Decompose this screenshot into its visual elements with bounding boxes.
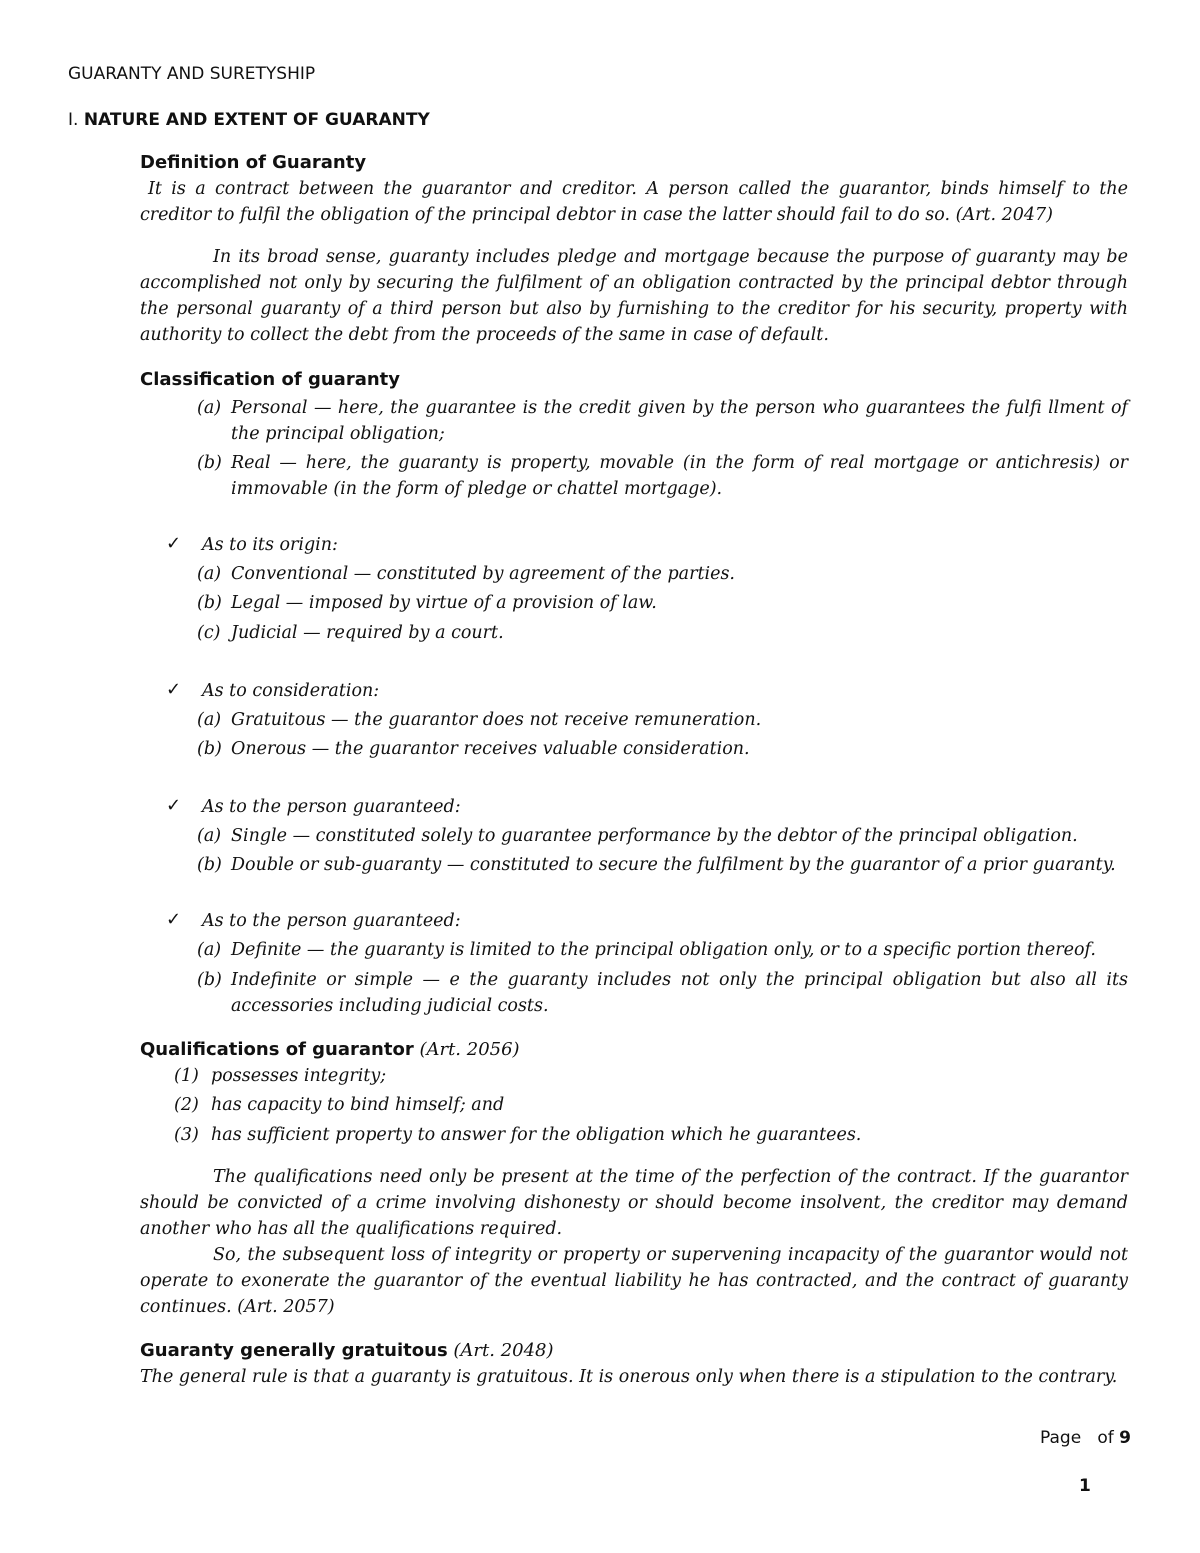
page-label xyxy=(1040,1428,1131,1448)
qual-item-2: has capacity to bind himself; and xyxy=(211,1095,505,1115)
definition-p2-line-2: accomplished not only by securing the fulfilment of an obligation contracted by the principal debtor through xyxy=(140,273,1128,293)
page-number: 1 xyxy=(1079,1476,1091,1496)
section-heading xyxy=(68,110,430,130)
class-item-a-line-2: the principal obligation; xyxy=(231,424,445,444)
consideration-item-a-label: (a) xyxy=(197,710,222,730)
check-icon: ✓ xyxy=(166,533,182,554)
qual-item-2-label: (2) xyxy=(174,1095,199,1115)
group-origin-title: As to its origin: xyxy=(202,535,338,555)
definition-p2-line-3: the personal guaranty of a third person but also by furnishing to the creditor for his security, property with xyxy=(140,299,1128,319)
section-number: I. xyxy=(68,110,79,130)
qual-p1-line-2: should be convicted of a crime involving dishonesty or should become insolvent, the creditor may demand xyxy=(140,1193,1128,1213)
extent-item-b-line-2: accessories including judicial costs. xyxy=(231,996,549,1016)
qual-p2-line-1: So, the subsequent loss of integrity or property or supervening incapacity of the guarantor would not xyxy=(213,1245,1128,1265)
total-pages: 9 xyxy=(1119,1428,1132,1448)
qual-item-3: has sufficient property to answer for the obligation which he guarantees. xyxy=(211,1125,862,1145)
gratuitous-heading-text: Guaranty generally gratuitous xyxy=(140,1340,448,1361)
gratuitous-line-1: The general rule is that a guaranty is gratuitous. It is onerous only when there is a stipulation to the contrary. xyxy=(140,1367,1118,1387)
extent-item-a: Definite — the guaranty is limited to the principal obligation only, or to a specific portion thereof. xyxy=(231,940,1096,960)
qual-item-3-label: (3) xyxy=(174,1125,199,1145)
extent-item-b-line-1: Indefinite or simple — e the guaranty includes not only the principal obligation but also all its xyxy=(231,970,1128,990)
page-word: Page xyxy=(1040,1428,1082,1448)
group-person-title-2: As to the person guaranteed: xyxy=(202,911,461,931)
classification-heading: Classification of guaranty xyxy=(140,369,400,390)
qual-p2-line-2: operate to exonerate the guarantor of the eventual liability he has contracted, and the contract of guaranty xyxy=(140,1271,1128,1291)
check-icon: ✓ xyxy=(166,795,182,816)
definition-heading: Definition of Guaranty xyxy=(140,152,367,173)
consideration-item-b: Onerous — the guarantor receives valuable consideration. xyxy=(231,739,750,759)
origin-item-b-label: (b) xyxy=(197,593,222,613)
group-person-title-1: As to the person guaranteed: xyxy=(202,797,461,817)
person-item-a-label: (a) xyxy=(197,826,222,846)
consideration-item-b-label: (b) xyxy=(197,739,222,759)
class-item-a-label: (a) xyxy=(197,398,222,418)
origin-item-a-label: (a) xyxy=(197,564,222,584)
origin-item-c-label: (c) xyxy=(197,623,221,643)
qualifications-ref: (Art. 2056) xyxy=(419,1039,520,1060)
check-icon: ✓ xyxy=(166,679,182,700)
class-item-b-line-2: immovable (in the form of pledge or chattel mortgage). xyxy=(231,479,723,499)
class-item-b-line-1: Real — here, the guaranty is property, movable (in the form of real mortgage or antichresis) or xyxy=(231,453,1128,473)
qual-item-1-label: (1) xyxy=(174,1066,199,1086)
class-item-a-line-1: Personal — here, the guarantee is the credit given by the person who guarantees the fulfi llment of xyxy=(231,398,1128,418)
document-title: GUARANTY AND SURETYSHIP xyxy=(68,64,316,84)
gratuitous-heading xyxy=(140,1340,554,1361)
origin-item-c: Judicial — required by a court. xyxy=(231,623,504,643)
qual-p1-line-1: The qualifications need only be present at the time of the perfection of the contract. If the guarantor xyxy=(213,1167,1128,1187)
qual-item-1: possesses integrity; xyxy=(211,1066,387,1086)
person-item-b-label: (b) xyxy=(197,855,222,875)
check-icon: ✓ xyxy=(166,909,182,930)
definition-line-1: It is a contract between the guarantor and creditor. A person called the guarantor, binds himself to the xyxy=(148,179,1128,199)
origin-item-b: Legal — imposed by virtue of a provision of law. xyxy=(231,593,657,613)
extent-item-a-label: (a) xyxy=(197,940,222,960)
of-word: of xyxy=(1097,1428,1114,1448)
qualifications-heading xyxy=(140,1039,520,1060)
class-item-b-label: (b) xyxy=(197,453,222,473)
qual-p1-line-3: another who has all the qualifications required. xyxy=(140,1219,563,1239)
extent-item-b-label: (b) xyxy=(197,970,222,990)
consideration-item-a: Gratuitous — the guarantor does not receive remuneration. xyxy=(231,710,762,730)
qual-p2-line-3: continues. (Art. 2057) xyxy=(140,1297,335,1317)
person-item-b: Double or sub-guaranty — constituted to secure the fulfilment by the guarantor of a prior guaranty. xyxy=(231,855,1116,875)
qualifications-heading-text: Qualifications of guarantor xyxy=(140,1039,414,1060)
definition-p2-line-4: authority to collect the debt from the proceeds of the same in case of default. xyxy=(140,325,829,345)
origin-item-a: Conventional — constituted by agreement of the parties. xyxy=(231,564,735,584)
definition-p2-line-1: In its broad sense, guaranty includes pledge and mortgage because the purpose of guaranty may be xyxy=(213,247,1128,267)
group-consideration-title: As to consideration: xyxy=(202,681,380,701)
definition-line-2: creditor to fulfil the obligation of the principal debtor in case the latter should fail to do so. (Art. 2047) xyxy=(140,205,1053,225)
section-title: NATURE AND EXTENT OF GUARANTY xyxy=(83,110,430,130)
person-item-a: Single — constituted solely to guarantee performance by the debtor of the principal obligation. xyxy=(231,826,1078,846)
gratuitous-ref: (Art. 2048) xyxy=(453,1340,554,1361)
